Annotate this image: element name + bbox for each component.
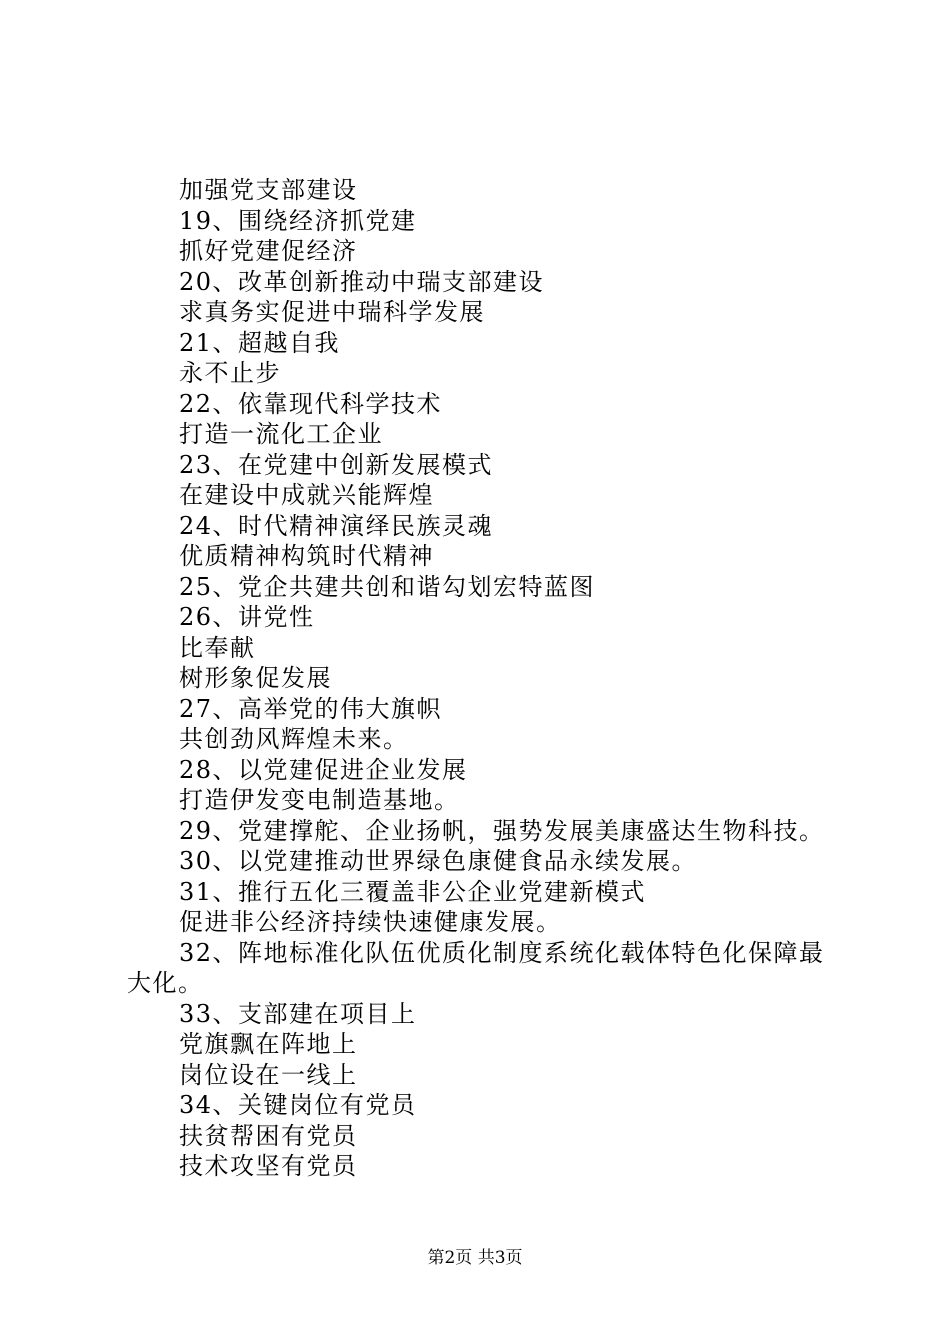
text-line: 27、高举党的伟大旗帜 — [179, 694, 443, 723]
text-line: 30、以党建推动世界绿色康健食品永续发展。 — [179, 847, 698, 875]
text-line: 打造伊发变电制造基地。 — [179, 786, 460, 814]
text-line: 打造一流化工企业 — [179, 420, 383, 448]
text-line: 促进非公经济持续快速健康发展。 — [179, 908, 562, 936]
text-line: 19、围绕经济抓党建 — [179, 206, 417, 235]
text-line: 抓好党建促经济 — [179, 237, 358, 265]
text-line: 在建设中成就兴能辉煌 — [179, 481, 434, 509]
text-line: 20、改革创新推动中瑞支部建设 — [179, 267, 545, 296]
page-footer — [0, 1243, 950, 1268]
text-line: 比奉献 — [179, 633, 256, 662]
text-line: 22、依靠现代科学技术 — [179, 389, 443, 418]
text-line: 党旗飘在阵地上 — [179, 1030, 358, 1058]
text-line: 21、超越自我 — [179, 328, 341, 357]
text-line: 25、党企共建共创和谐勾划宏特蓝图 — [179, 572, 596, 601]
text-line: 加强党支部建设 — [179, 176, 358, 204]
text-line: 岗位设在一线上 — [179, 1060, 358, 1089]
document-body — [127, 175, 837, 1182]
text-paragraph: 32、阵地标准化队伍优质化制度系统化载体特色化保障最大化。 — [127, 938, 825, 997]
text-line: 求真务实促进中瑞科学发展 — [179, 298, 485, 326]
text-line: 33、支部建在项目上 — [179, 999, 417, 1028]
page-number: 第2页 共3页 — [427, 1248, 523, 1268]
text-line: 28、以党建促进企业发展 — [179, 755, 468, 784]
text-line: 26、讲党性 — [179, 603, 315, 631]
text-line: 扶贫帮困有党员 — [179, 1121, 358, 1150]
text-line: 永不止步 — [179, 359, 281, 387]
text-line: 优质精神构筑时代精神 — [179, 542, 434, 570]
text-line: 23、在党建中创新发展模式 — [179, 450, 494, 479]
text-line: 24、时代精神演绎民族灵魂 — [179, 511, 494, 540]
text-line: 34、关键岗位有党员 — [179, 1091, 417, 1119]
text-line: 29、党建撑舵、企业扬帆，强势发展美康盛达生物科技。 — [179, 816, 825, 845]
text-line: 31、推行五化三覆盖非公企业党建新模式 — [179, 877, 647, 906]
text-line: 技术攻坚有党员 — [179, 1152, 358, 1180]
text-line: 共创劲风辉煌未来。 — [179, 725, 409, 753]
text-line: 树形象促发展 — [179, 664, 332, 692]
